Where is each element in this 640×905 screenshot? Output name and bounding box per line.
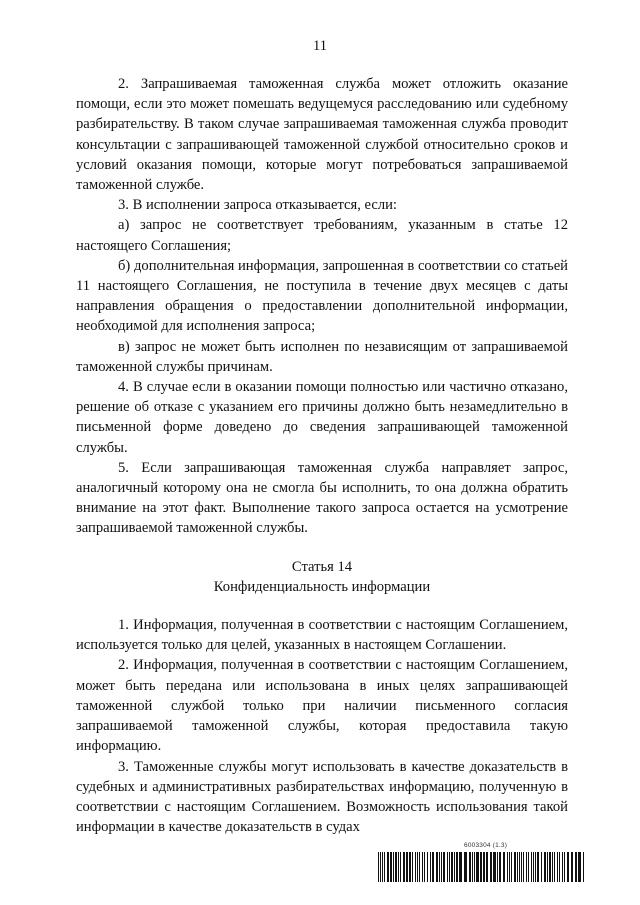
barcode-bar xyxy=(541,852,542,882)
barcode-bar xyxy=(499,852,501,882)
document-barcode xyxy=(378,842,588,886)
barcode-bar xyxy=(528,852,529,882)
barcode-bar xyxy=(424,852,425,882)
article-title: Конфиденциальность информации xyxy=(213,578,431,595)
barcode-bar xyxy=(459,852,462,882)
barcode-bar xyxy=(469,852,471,882)
barcode-bar xyxy=(476,852,479,882)
barcode-bar xyxy=(451,852,453,882)
barcode-bar xyxy=(521,852,522,882)
paragraph-3b: б) дополнительная информация, запрошенная в соответствии со статьей 11 настоящего Соглашения, не поступила в течение двух месяцев с даты направления обращения о предоставлении дополнительной информации, необходимой для исполнения запроса; xyxy=(76,257,568,335)
barcode-bar xyxy=(547,852,548,882)
article-number: Статья 14 xyxy=(291,558,353,575)
barcode-bar xyxy=(412,852,413,882)
barcode-bar xyxy=(519,852,520,882)
barcode-bar xyxy=(571,852,573,882)
barcode-bar xyxy=(398,852,399,882)
barcode-bar xyxy=(480,852,482,882)
barcode-bar xyxy=(403,852,405,882)
barcode-bar xyxy=(554,852,555,882)
barcode-bar xyxy=(378,852,379,882)
barcode-bar xyxy=(583,852,584,882)
barcode-bar xyxy=(564,852,565,882)
paragraph-4-refusal-notice: 4. В случае если в оказании помощи полностью или частично отказано, решение об отказе с указанием его причины должно быть незамедлительно в письменной форме доведено до сведения запрашивающей таможенной службы. xyxy=(76,379,568,456)
barcode-bar xyxy=(544,852,546,882)
barcode-bar xyxy=(507,852,508,882)
barcode-bar xyxy=(464,852,467,882)
barcode-bar xyxy=(493,852,496,882)
barcode-bar xyxy=(486,852,488,882)
paragraph-3-refusal: 3. В исполнении запроса отказывается, если: xyxy=(118,197,397,214)
barcode-bar xyxy=(526,852,527,882)
barcode-bar xyxy=(427,852,428,882)
barcode-bar xyxy=(384,852,385,882)
barcode-bar xyxy=(387,852,389,882)
barcode-bar xyxy=(535,852,536,882)
barcode-bar xyxy=(430,852,431,882)
barcode-bar xyxy=(533,852,534,882)
document-body xyxy=(76,74,568,837)
barcode-bar xyxy=(497,852,498,882)
barcode-bar xyxy=(509,852,510,882)
barcode-bar xyxy=(559,852,560,882)
barcode-bar xyxy=(447,852,448,882)
barcode-icon xyxy=(378,852,588,882)
barcode-bar xyxy=(422,852,423,882)
barcode-bar xyxy=(490,852,492,882)
barcode-bar xyxy=(456,852,458,882)
paragraph-3v: в) запрос не может быть исполнен по независящим от запрашиваемой таможенной службы причинам. xyxy=(76,338,568,375)
barcode-bar xyxy=(511,852,512,882)
barcode-bar xyxy=(395,852,397,882)
barcode-bar xyxy=(417,852,418,882)
barcode-bar xyxy=(439,852,440,882)
barcode-bar xyxy=(562,852,563,882)
barcode-bar xyxy=(567,852,569,882)
barcode-bar xyxy=(380,852,381,882)
barcode-bar xyxy=(517,852,518,882)
barcode-bar xyxy=(575,852,577,882)
article-paragraph-2: 2. Информация, полученная в соответствии с настоящим Соглашением, может быть передана или использована в иных целях запрашивающей таможенной службой только при наличии письменного согласия запрашиваемой таможенной службы, которая предоставила такую информацию. xyxy=(76,657,568,755)
barcode-bar xyxy=(393,852,394,882)
barcode-bar xyxy=(419,852,420,882)
barcode-bar xyxy=(552,852,553,882)
paragraph-5-similar-request: 5. Если запрашивающая таможенная служба направляет запрос, аналогичный которому она не смогла бы исполнить, то она должна обратить внимание на этот факт. Выполнение такого запроса остается на усмотрение запрашиваемой таможенной службы. xyxy=(76,459,568,537)
barcode-bar xyxy=(514,852,516,882)
paragraph-3a: а) запрос не соответствует требованиям, указанным в статье 12 настоящего Соглашения; xyxy=(76,217,568,254)
barcode-bar xyxy=(382,852,383,882)
article-paragraph-3: 3. Таможенные службы могут использовать в качестве доказательств в судебных и административных разбирательствах информацию, полученную в соответствии с настоящим Соглашением. Возможность использования такой информации в качестве доказательств в судах xyxy=(76,758,568,836)
barcode-bar xyxy=(415,852,416,882)
barcode-bar xyxy=(474,852,475,882)
barcode-bar xyxy=(549,852,551,882)
article-paragraph-1: 1. Информация, полученная в соответствии с настоящим Соглашением, используется только для целей, указанных в настоящем Соглашении. xyxy=(76,617,568,654)
barcode-bar xyxy=(472,852,473,882)
barcode-bar xyxy=(436,852,438,882)
barcode-bar xyxy=(483,852,485,882)
barcode-bar xyxy=(454,852,455,882)
barcode-bar xyxy=(406,852,408,882)
barcode-bar xyxy=(578,852,581,882)
barcode-bar xyxy=(523,852,524,882)
barcode-bar xyxy=(390,852,392,882)
paragraph-2-postpone: 2. Запрашиваемая таможенная служба может отложить оказание помощи, если это может помешать ведущемуся расследованию или судебному разбирательству. В таком случае запрашиваемая таможенная служба проводит консультации с запрашивающей таможенной службой относительно сроков и условий оказания помощи, которые могут потребоваться запрашиваемой таможенной службе. xyxy=(76,76,568,194)
barcode-bar xyxy=(441,852,442,882)
barcode-label: 6003304 (1.3) xyxy=(464,842,508,849)
barcode-bar xyxy=(449,852,450,882)
barcode-bar xyxy=(409,852,411,882)
barcode-bar xyxy=(432,852,434,882)
barcode-bar xyxy=(443,852,445,882)
barcode-bar xyxy=(531,852,532,882)
barcode-bar xyxy=(503,852,505,882)
page-number: 11 xyxy=(313,38,327,54)
barcode-bar xyxy=(557,852,558,882)
barcode-bar xyxy=(537,852,539,882)
barcode-bar xyxy=(400,852,401,882)
